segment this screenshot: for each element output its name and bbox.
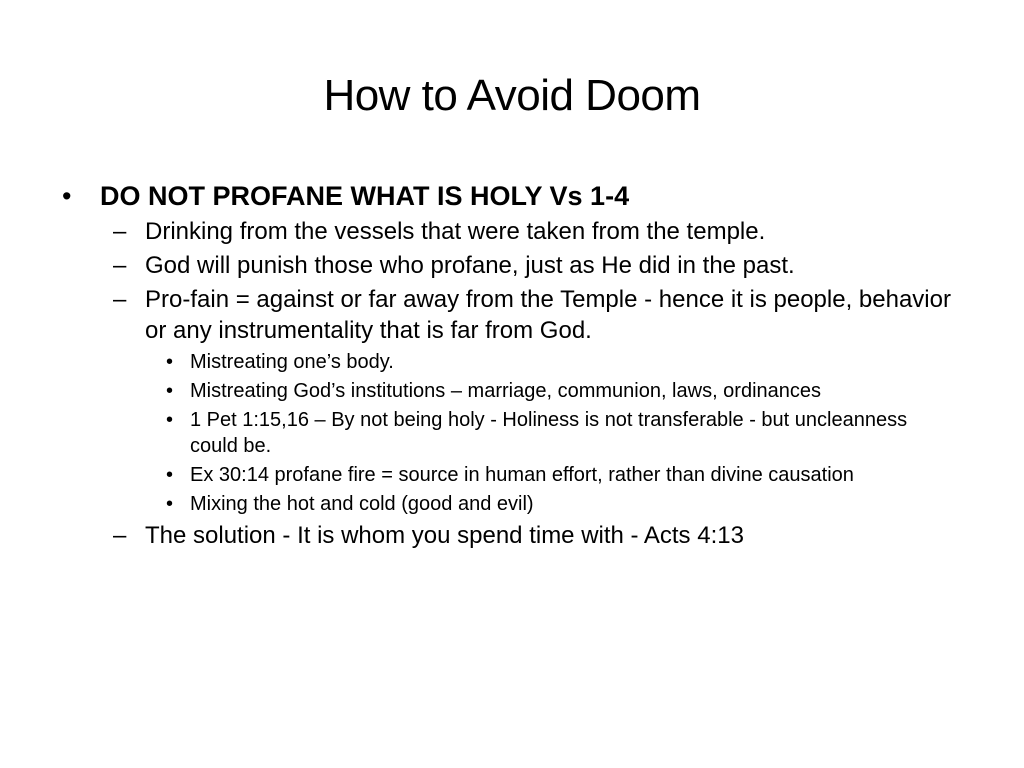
sub-point-text: The solution - It is whom you spend time with - Acts 4:13 [145,522,744,549]
bullet-marker: • [166,464,174,486]
bullet-heading-text: DO NOT PROFANE WHAT IS HOLY Vs 1-4 [100,181,630,211]
sub-point-text: God will punish those who profane, just as He did in the past. [145,252,795,279]
sub-sub-point [56,378,956,404]
sub-sub-point [56,462,956,488]
bullet-marker: • [166,493,174,515]
dash-marker: – [113,218,127,245]
slide-body [56,178,956,554]
sub-sub-point-text: Mixing the hot and cold (good and evil) [190,493,534,515]
dash-marker: – [113,252,127,279]
sub-sub-point-text: 1 Pet 1:15,16 – By not being holy - Holiness is not transferable - but uncleanness could be. [190,409,908,457]
sub-point [56,216,956,247]
sub-sub-point-text: Ex 30:14 profane fire = source in human effort, rather than divine causation [190,464,854,486]
sub-point-text: Drinking from the vessels that were taken from the temple. [145,218,766,245]
sub-point [56,284,956,346]
sub-point [56,520,956,551]
sub-sub-point-text: Mistreating God’s institutions – marriage, communion, laws, ordinances [190,380,822,402]
bullet-marker: • [166,351,174,373]
sub-sub-point [56,491,956,517]
sub-point [56,250,956,281]
slide-title: How to Avoid Doom [323,71,701,120]
bullet-heading [56,178,956,214]
dash-marker: – [113,522,127,549]
sub-sub-point-text: Mistreating one’s body. [190,351,394,373]
bullet-marker: • [62,181,72,211]
sub-sub-point [56,349,956,375]
dash-marker: – [113,286,127,313]
bullet-marker: • [166,380,174,402]
sub-sub-point [56,407,956,459]
bullet-marker: • [166,409,174,431]
sub-point-text: Pro-fain = against or far away from the Temple - hence it is people, behavior or any instrumentality that is far from God. [145,286,951,344]
